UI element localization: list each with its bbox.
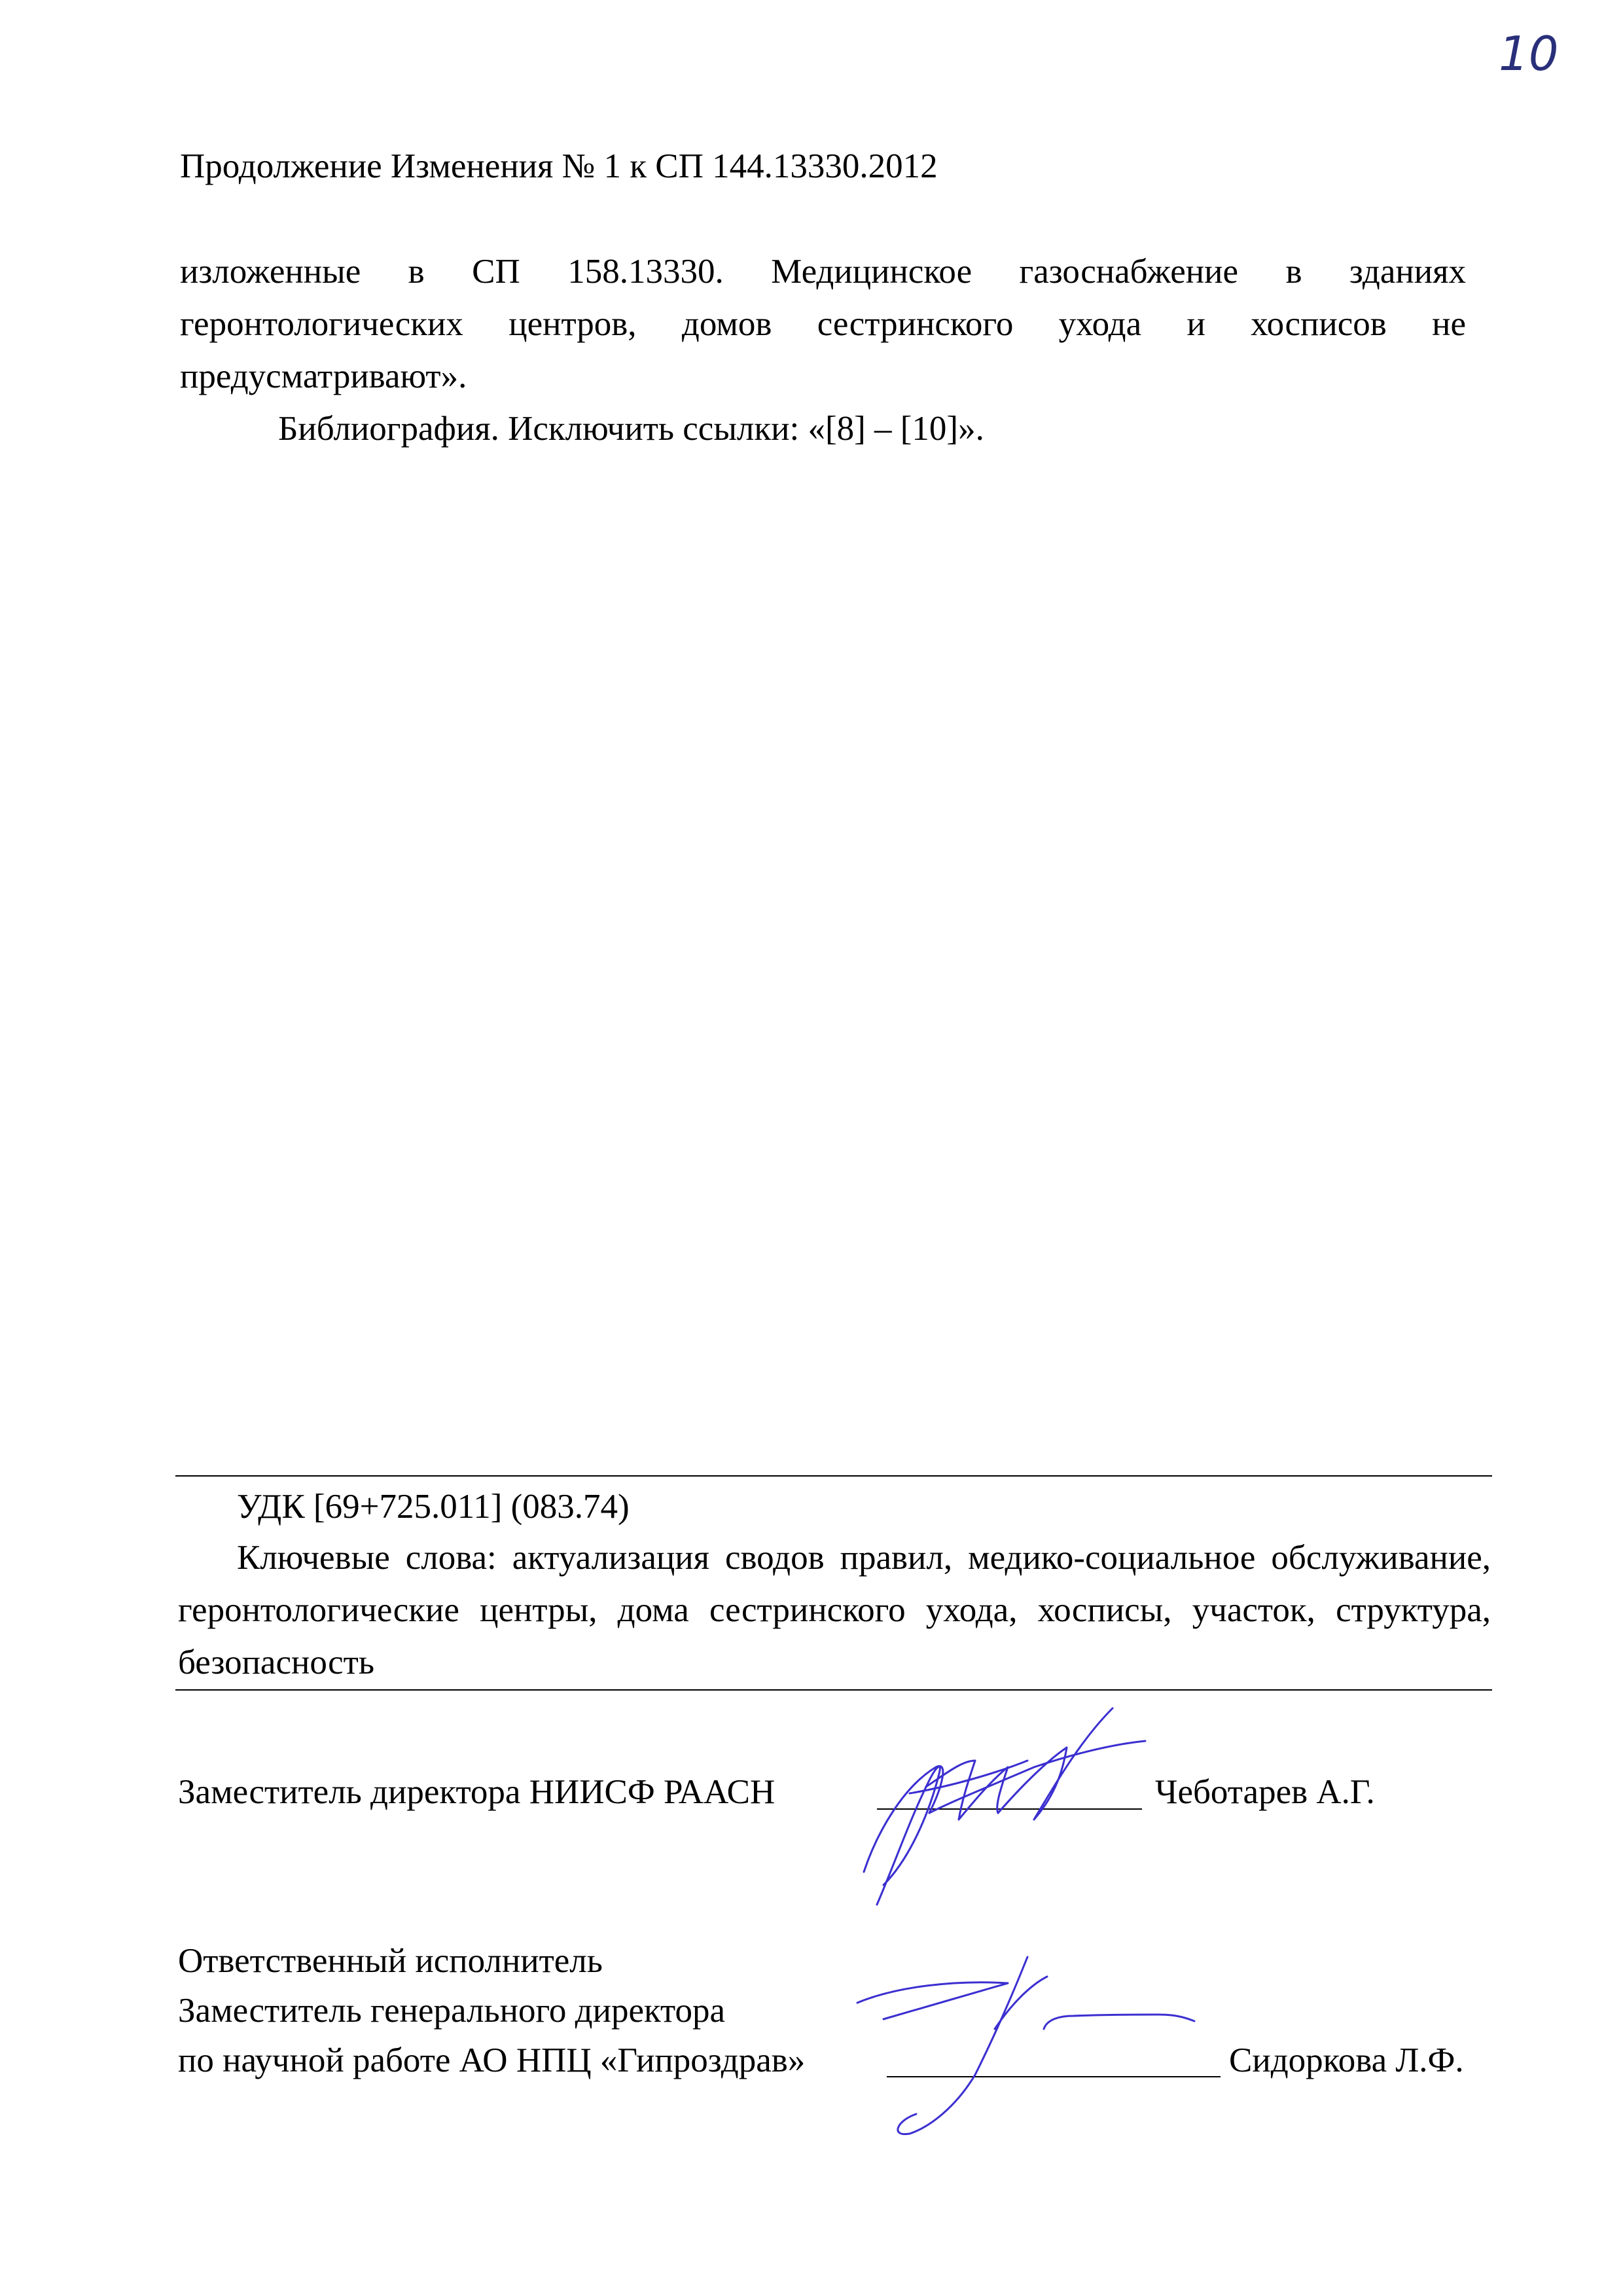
signatory-1-position: Заместитель директора НИИСФ РААСН (178, 1773, 776, 1811)
signatory-2-name: Сидоркова Л.Ф. (1229, 2041, 1464, 2079)
keywords: Ключевые слова: актуализация сводов правил, медико-социальное обслуживание, геронтологические центры, дома сестринского ухода, хосписы, участок, структура, безопасность (178, 1539, 1491, 1681)
signatory-1-name: Чеботарев А.Г. (1155, 1773, 1375, 1811)
page-number: 10 (1499, 26, 1559, 81)
signature-2-image (818, 1937, 1224, 2147)
paragraph: Библиография. Исключить ссылки: «[8] – [10]». (278, 410, 984, 448)
divider-bottom (175, 1689, 1492, 1691)
udc-code: УДК [69+725.011] (083.74) (237, 1488, 630, 1526)
signatory-2-position-line2: по научной работе АО НПЦ «Гипроздрав» (178, 2041, 806, 2079)
signature-1-image (838, 1689, 1178, 1937)
divider-top (175, 1475, 1492, 1477)
page-heading: Продолжение Изменения № 1 к СП 144.13330.2012 (180, 147, 938, 185)
signatory-2-position-line1: Заместитель генерального директора (178, 1992, 726, 2030)
signatory-2-role: Ответственный исполнитель (178, 1942, 603, 1980)
body-text (180, 245, 1466, 455)
paragraph: изложенные в СП 158.13330. Медицинское газоснабжение в зданиях геронтологических центров, домов сестринского ухода и хосписов не предусматривают». (180, 253, 1466, 395)
